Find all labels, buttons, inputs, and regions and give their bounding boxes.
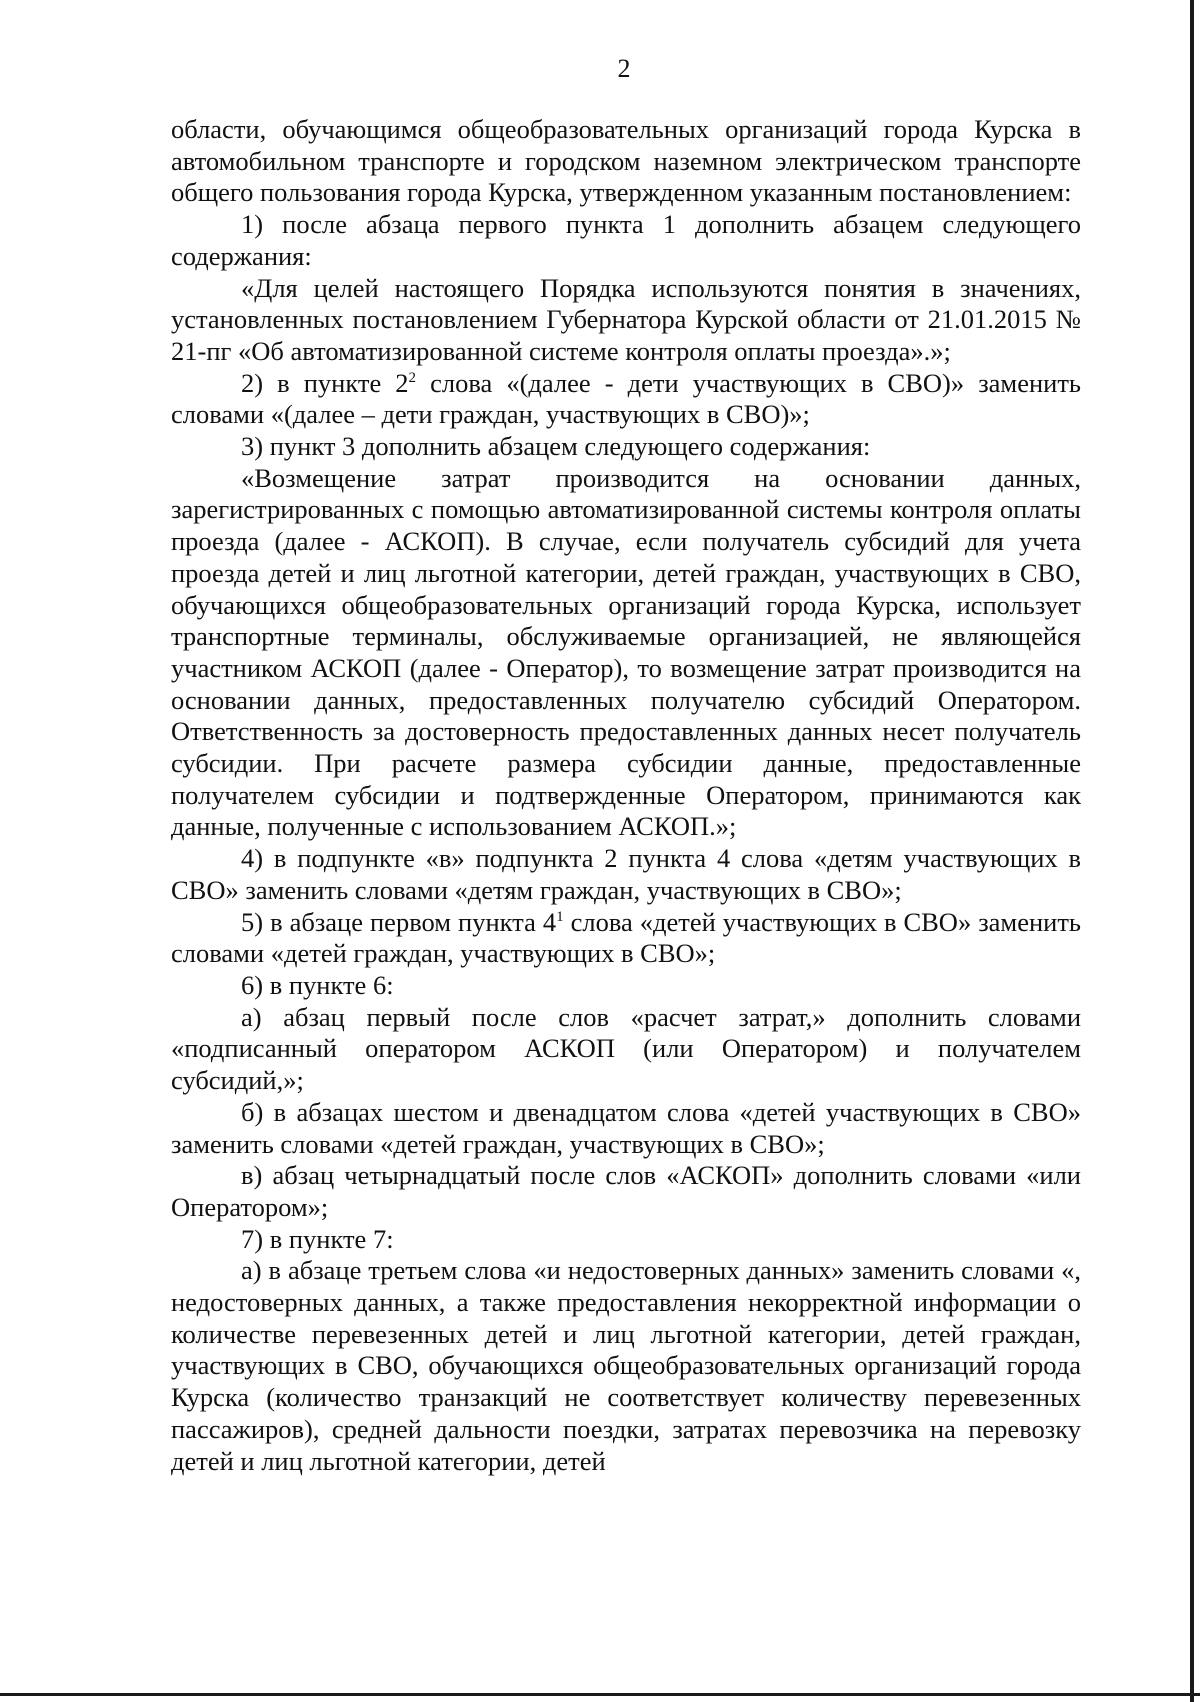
paragraph-item-7a: а) в абзаце третьем слова «и недостоверных данных» заменить словами «, недостоверных данных, а также предоставления некорректной информации о количестве перевезенных детей и лиц льготной категории, детей граждан, участвующих в СВО, обучающихся общеобразовательных организаций города Курска (количество транзакций не соответствует количеству перевезенных пассажиров), средней дальности поездки, затратах перевозчика на перевозку детей и лиц льготной категории, детей	[171, 1255, 1081, 1476]
item-5-superscript: 1	[556, 908, 564, 925]
scan-border-right	[1190, 0, 1194, 1702]
item-2-text-start: 2) в пункте 2	[241, 367, 409, 398]
paragraph-continuation: области, обучающимся общеобразовательных организаций города Курска в автомобильном транспорте и городском наземном электрическом транспорте общего пользования города Курска, утвержденном указанным постановлением:	[171, 114, 1081, 208]
page-number: 2	[617, 54, 631, 83]
paragraph-quote-1: «Для целей настоящего Порядка используются понятия в значениях, установленных постановлением Губернатора Курской области от 21.01.2015 № 21-пг «Об автоматизированной системе контроля оплаты проезда».»;	[171, 272, 1081, 366]
paragraph-item-4: 4) в подпункте «в» подпункта 2 пункта 4 слова «детям участвующих в СВО» заменить словами «детям граждан, участвующих в СВО»;	[171, 843, 1081, 905]
paragraph-item-6v: в) абзац четырнадцатый после слов «АСКОП» дополнить словами «или Оператором»;	[171, 1160, 1081, 1222]
paragraph-item-2	[171, 368, 1081, 431]
paragraph-item-6b: б) в абзацах шестом и двенадцатом слова «детей участвующих в СВО» заменить словами «детей граждан, участвующих в СВО»;	[171, 1096, 1081, 1159]
item-5-text-end: слова «детей участвующих в СВО» заменить словами «детей граждан, участвующих в СВО»;	[171, 906, 1081, 969]
paragraph-item-3: 3) пункт 3 дополнить абзацем следующего содержания:	[241, 431, 871, 462]
scan-border-bottom	[0, 1693, 1200, 1696]
item-5-text-start: 5) в абзаце первом пункта 4	[241, 906, 557, 937]
paragraph-item-1: 1) после абзаца первого пункта 1 дополнить абзацем следующего содержания:	[171, 209, 1081, 271]
document-body	[171, 114, 1081, 1477]
paragraph-item-6a: а) абзац первый после слов «расчет затрат,» дополнить словами «подписанный оператором АСКОП (или Оператором) и получателем субсидий,»;	[171, 1001, 1081, 1096]
paragraph-item-5	[171, 907, 1081, 970]
paragraph-item-7: 7) в пункте 7:	[241, 1223, 394, 1254]
paragraph-item-6: 6) в пункте 6:	[241, 969, 394, 1000]
paragraph-quote-2: «Возмещение затрат производится на основании данных, зарегистрированных с помощью автоматизированной системы контроля оплаты проезда (далее - АСКОП). В случае, если получатель субсидий для учета проезда детей и лиц льготной категории, детей граждан, участвующих в СВО, обучающихся общеобразовательных организаций города Курска, использует транспортные терминалы, обслуживаемые организацией, не являющейся участником АСКОП (далее - Оператор), то возмещение затрат производится на основании данных, предоставленных получателю субсидий Оператором. Ответственность за достоверность предоставленных данных несет получатель субсидии. При расчете размера субсидии данные, предоставленные получателем субсидии и подтвержденные Оператором, принимаются как данные, полученные с использованием АСКОП.»;	[171, 462, 1081, 842]
item-2-superscript: 2	[408, 369, 417, 386]
item-2-text-end: слова «(далее - дети участвующих в СВО)» заменить словами «(далее – дети граждан, участвующих в СВО)»;	[171, 367, 1081, 430]
